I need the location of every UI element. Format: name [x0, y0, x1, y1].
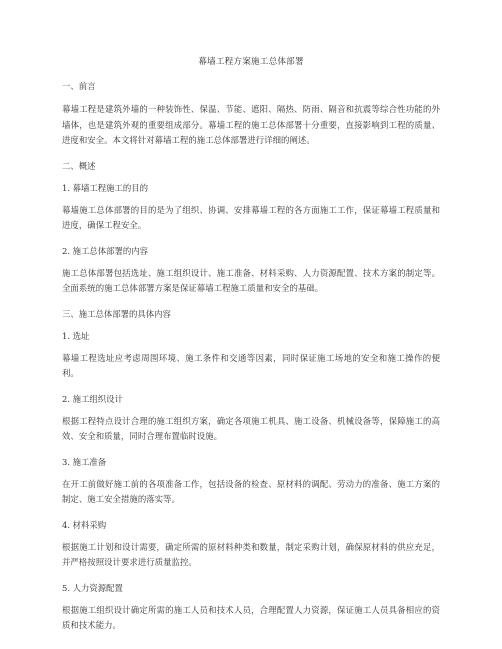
section-heading-preface: 一、前言 [62, 81, 96, 91]
details-item-4-heading: 4. 材料采购 [62, 519, 107, 530]
details-item-3-text: 在开工前做好施工前的各项准备工作，包括设备的检查、原材料的调配、劳动力的准备、施工方案的制定、施工安全措施的落实等。 [62, 478, 440, 504]
details-item-5-text: 根据施工组织设计确定所需的施工人员和技术人员，合理配置人力资源，保证施工人员具备相应的资质和技术能力。 [62, 604, 440, 630]
details-item-2-text: 根据工程特点设计合理的施工组织方案，确定各项施工机具、施工设备、机械设备等，保障施工的高效、安全和质量，同时合理布置临时设施。 [62, 415, 440, 441]
section-heading-details: 三、施工总体部署的具体内容 [62, 308, 171, 319]
details-item-1-text: 幕墙工程选址应考虑周围环境、施工条件和交通等因素，同时保证施工场地的安全和施工操作的便利。 [62, 352, 440, 378]
document-title: 幕墙工程方案施工总体部署 [198, 57, 304, 67]
details-item-2-heading: 2. 施工组织设计 [62, 393, 123, 404]
details-item-4-text: 根据施工计划和设计需要，确定所需的原材料种类和数量，制定采购计划，确保原材料的供应充足，并严格按照设计要求进行质量监控。 [62, 541, 440, 567]
overview-item-1-heading: 1. 幕墙工程施工的目的 [62, 182, 149, 193]
overview-item-2-text: 施工总体部署包括选址、施工组织设计、施工准备、材料采购、人力资源配置、技术方案的制定等。全面系统的施工总体部署方案是保证幕墙工程施工质量和安全的基础。 [62, 267, 440, 293]
details-item-5-heading: 5. 人力资源配置 [62, 582, 123, 593]
details-item-1-heading: 1. 选址 [62, 330, 90, 341]
section-heading-overview: 二、概述 [62, 160, 96, 171]
details-item-3-heading: 3. 施工准备 [62, 456, 107, 467]
overview-item-1-text: 幕墙施工总体部署的目的是为了组织、协调、安排幕墙工程的各方面施工工作，保证幕墙工程质量和进度，确保工程安全。 [62, 204, 440, 230]
overview-item-2-heading: 2. 施工总体部署的内容 [62, 245, 149, 256]
preface-paragraph: 幕墙工程是建筑外墙的一种装饰性、保温、节能、遮阳、隔热、防雨、隔音和抗震等综合性功能的外墙体，也是建筑外观的重要组成部分。幕墙工程的施工总体部署十分重要，直接影响到工程的质量、进度和安全。本文将针对幕墙工程的施工总体部署进行详细的阐述。 [62, 104, 440, 145]
